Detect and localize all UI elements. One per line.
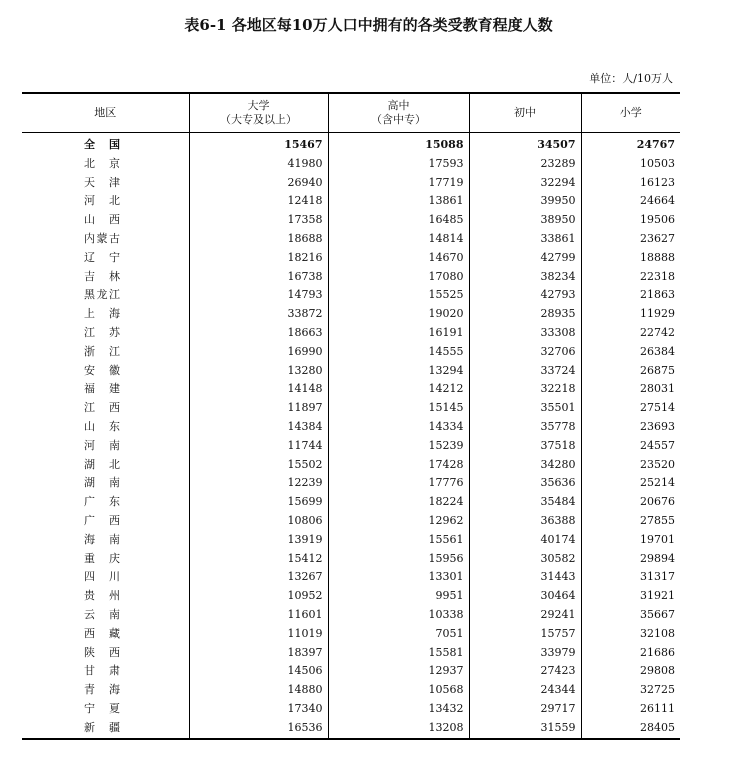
cell-region xyxy=(22,211,189,230)
cell-highschool: 10568 xyxy=(328,681,469,700)
cell-highschool: 17428 xyxy=(328,456,469,475)
cell-college: 15412 xyxy=(189,550,328,569)
cell-region xyxy=(22,512,189,531)
cell-highschool: 15956 xyxy=(328,550,469,569)
header-highschool: 高中 （含中专） xyxy=(328,93,469,133)
cell-primary: 24767 xyxy=(581,133,680,155)
table-row xyxy=(22,662,680,681)
cell-junior: 37518 xyxy=(469,437,581,456)
cell-region xyxy=(22,133,189,155)
table-row xyxy=(22,174,680,193)
table-title: 表6-1 各地区每10万人口中拥有的各类受教育程度人数 xyxy=(184,16,553,34)
cell-junior: 27423 xyxy=(469,662,581,681)
cell-region xyxy=(22,700,189,719)
cell-primary: 23693 xyxy=(581,418,680,437)
cell-college: 16738 xyxy=(189,268,328,287)
table-row xyxy=(22,380,680,399)
cell-region xyxy=(22,174,189,193)
cell-college: 15502 xyxy=(189,456,328,475)
region-name: 贵州 xyxy=(84,589,120,603)
cell-college: 15467 xyxy=(189,133,328,155)
region-name: 新疆 xyxy=(84,720,120,734)
region-name: 陕西 xyxy=(84,645,120,659)
cell-junior: 28935 xyxy=(469,305,581,324)
cell-college: 16536 xyxy=(189,719,328,739)
cell-highschool: 17776 xyxy=(328,474,469,493)
cell-primary: 28031 xyxy=(581,380,680,399)
region-name: 西藏 xyxy=(84,626,120,640)
cell-primary: 35667 xyxy=(581,606,680,625)
table-row xyxy=(22,211,680,230)
region-name: 广西 xyxy=(84,513,120,527)
cell-primary: 29808 xyxy=(581,662,680,681)
table-row xyxy=(22,625,680,644)
cell-primary: 16123 xyxy=(581,174,680,193)
cell-junior: 23289 xyxy=(469,155,581,174)
cell-junior: 42793 xyxy=(469,286,581,305)
cell-junior: 36388 xyxy=(469,512,581,531)
region-name: 江西 xyxy=(84,401,120,415)
cell-junior: 33861 xyxy=(469,230,581,249)
header-primary: 小学 xyxy=(581,93,680,133)
cell-college: 14384 xyxy=(189,418,328,437)
table-row xyxy=(22,644,680,663)
cell-college: 16990 xyxy=(189,343,328,362)
cell-junior: 39950 xyxy=(469,192,581,211)
table-row xyxy=(22,493,680,512)
cell-junior: 35501 xyxy=(469,399,581,418)
cell-junior: 38234 xyxy=(469,268,581,287)
cell-college: 11601 xyxy=(189,606,328,625)
region-name: 山西 xyxy=(84,213,120,227)
table-row xyxy=(22,587,680,606)
cell-junior: 42799 xyxy=(469,249,581,268)
cell-highschool: 14212 xyxy=(328,380,469,399)
cell-primary: 20676 xyxy=(581,493,680,512)
table-row xyxy=(22,249,680,268)
cell-region xyxy=(22,625,189,644)
cell-region xyxy=(22,324,189,343)
region-name: 安徽 xyxy=(84,363,120,377)
cell-highschool: 9951 xyxy=(328,587,469,606)
cell-college: 10952 xyxy=(189,587,328,606)
table-row xyxy=(22,474,680,493)
region-name: 河北 xyxy=(84,194,120,208)
cell-highschool: 15525 xyxy=(328,286,469,305)
cell-college: 11744 xyxy=(189,437,328,456)
table-row xyxy=(22,133,680,155)
region-name: 北京 xyxy=(84,156,120,170)
table-row xyxy=(22,437,680,456)
cell-college: 11019 xyxy=(189,625,328,644)
cell-college: 12239 xyxy=(189,474,328,493)
cell-region xyxy=(22,681,189,700)
cell-region xyxy=(22,305,189,324)
table-row xyxy=(22,362,680,381)
table-row xyxy=(22,681,680,700)
cell-region xyxy=(22,249,189,268)
region-name: 辽宁 xyxy=(84,250,120,264)
cell-highschool: 19020 xyxy=(328,305,469,324)
cell-highschool: 16485 xyxy=(328,211,469,230)
region-name: 青海 xyxy=(84,683,120,697)
cell-college: 14148 xyxy=(189,380,328,399)
header-college: 大学 （大专及以上） xyxy=(189,93,328,133)
table-row xyxy=(22,568,680,587)
table-row xyxy=(22,343,680,362)
region-name: 上海 xyxy=(84,307,120,321)
cell-region xyxy=(22,550,189,569)
cell-primary: 31317 xyxy=(581,568,680,587)
cell-primary: 18888 xyxy=(581,249,680,268)
cell-college: 41980 xyxy=(189,155,328,174)
cell-highschool: 15561 xyxy=(328,531,469,550)
region-name: 四川 xyxy=(84,570,120,584)
cell-primary: 26875 xyxy=(581,362,680,381)
cell-college: 18688 xyxy=(189,230,328,249)
cell-college: 14880 xyxy=(189,681,328,700)
cell-junior: 35778 xyxy=(469,418,581,437)
cell-junior: 33724 xyxy=(469,362,581,381)
cell-region xyxy=(22,662,189,681)
cell-region xyxy=(22,380,189,399)
cell-primary: 19701 xyxy=(581,531,680,550)
cell-region xyxy=(22,437,189,456)
region-name: 甘肃 xyxy=(84,664,120,678)
cell-region xyxy=(22,456,189,475)
cell-region xyxy=(22,230,189,249)
cell-primary: 27514 xyxy=(581,399,680,418)
cell-highschool: 13301 xyxy=(328,568,469,587)
cell-junior: 35636 xyxy=(469,474,581,493)
cell-college: 17358 xyxy=(189,211,328,230)
cell-region xyxy=(22,644,189,663)
region-name: 重庆 xyxy=(84,551,120,565)
cell-primary: 22318 xyxy=(581,268,680,287)
cell-junior: 30464 xyxy=(469,587,581,606)
cell-junior: 33979 xyxy=(469,644,581,663)
table-row xyxy=(22,719,680,739)
cell-junior: 40174 xyxy=(469,531,581,550)
cell-region xyxy=(22,268,189,287)
cell-college: 33872 xyxy=(189,305,328,324)
cell-primary: 25214 xyxy=(581,474,680,493)
region-name: 宁夏 xyxy=(84,701,120,715)
cell-highschool: 15239 xyxy=(328,437,469,456)
cell-college: 14506 xyxy=(189,662,328,681)
cell-highschool: 13294 xyxy=(328,362,469,381)
table-row xyxy=(22,155,680,174)
cell-region xyxy=(22,474,189,493)
region-name: 湖南 xyxy=(84,476,120,490)
cell-highschool: 17593 xyxy=(328,155,469,174)
cell-junior: 29241 xyxy=(469,606,581,625)
cell-region xyxy=(22,493,189,512)
cell-junior: 31443 xyxy=(469,568,581,587)
cell-college: 13919 xyxy=(189,531,328,550)
cell-primary: 26384 xyxy=(581,343,680,362)
table-row xyxy=(22,700,680,719)
cell-region xyxy=(22,343,189,362)
cell-college: 11897 xyxy=(189,399,328,418)
cell-highschool: 12962 xyxy=(328,512,469,531)
cell-region xyxy=(22,155,189,174)
region-name: 山东 xyxy=(84,419,120,433)
cell-region xyxy=(22,606,189,625)
cell-highschool: 17080 xyxy=(328,268,469,287)
cell-highschool: 7051 xyxy=(328,625,469,644)
table-header-row xyxy=(22,93,680,133)
table-row xyxy=(22,324,680,343)
cell-junior: 29717 xyxy=(469,700,581,719)
cell-highschool: 13432 xyxy=(328,700,469,719)
cell-region xyxy=(22,719,189,739)
cell-region xyxy=(22,587,189,606)
cell-highschool: 16191 xyxy=(328,324,469,343)
table-row xyxy=(22,456,680,475)
cell-junior: 32706 xyxy=(469,343,581,362)
cell-junior: 38950 xyxy=(469,211,581,230)
cell-highschool: 13208 xyxy=(328,719,469,739)
region-name: 吉林 xyxy=(84,269,120,283)
region-name: 天津 xyxy=(84,175,120,189)
region-name: 河南 xyxy=(84,438,120,452)
cell-college: 18216 xyxy=(189,249,328,268)
cell-primary: 32108 xyxy=(581,625,680,644)
table-row xyxy=(22,230,680,249)
cell-primary: 11929 xyxy=(581,305,680,324)
cell-region xyxy=(22,399,189,418)
cell-primary: 24557 xyxy=(581,437,680,456)
cell-primary: 23627 xyxy=(581,230,680,249)
cell-junior: 30582 xyxy=(469,550,581,569)
table-row xyxy=(22,399,680,418)
region-name: 黑龙江 xyxy=(84,288,120,302)
cell-region xyxy=(22,418,189,437)
table-row xyxy=(22,286,680,305)
cell-college: 18663 xyxy=(189,324,328,343)
cell-primary: 22742 xyxy=(581,324,680,343)
table-row xyxy=(22,268,680,287)
cell-primary: 10503 xyxy=(581,155,680,174)
cell-highschool: 14814 xyxy=(328,230,469,249)
cell-primary: 23520 xyxy=(581,456,680,475)
table-body xyxy=(22,133,680,739)
cell-college: 26940 xyxy=(189,174,328,193)
header-region: 地区 xyxy=(22,93,189,133)
cell-region xyxy=(22,362,189,381)
cell-primary: 19506 xyxy=(581,211,680,230)
cell-junior: 15757 xyxy=(469,625,581,644)
cell-primary: 28405 xyxy=(581,719,680,739)
cell-highschool: 17719 xyxy=(328,174,469,193)
table-row xyxy=(22,531,680,550)
cell-highschool: 18224 xyxy=(328,493,469,512)
cell-college: 18397 xyxy=(189,644,328,663)
region-name: 全国 xyxy=(84,138,120,151)
cell-junior: 32294 xyxy=(469,174,581,193)
cell-region xyxy=(22,192,189,211)
region-name: 浙江 xyxy=(84,344,120,358)
cell-region xyxy=(22,568,189,587)
cell-primary: 29894 xyxy=(581,550,680,569)
cell-junior: 31559 xyxy=(469,719,581,739)
cell-highschool: 15088 xyxy=(328,133,469,155)
cell-highschool: 15145 xyxy=(328,399,469,418)
cell-junior: 32218 xyxy=(469,380,581,399)
cell-highschool: 13861 xyxy=(328,192,469,211)
table-row xyxy=(22,512,680,531)
table-row xyxy=(22,305,680,324)
cell-highschool: 14555 xyxy=(328,343,469,362)
cell-college: 12418 xyxy=(189,192,328,211)
cell-primary: 32725 xyxy=(581,681,680,700)
table-row xyxy=(22,606,680,625)
region-name: 湖北 xyxy=(84,457,120,471)
cell-college: 13280 xyxy=(189,362,328,381)
cell-highschool: 14670 xyxy=(328,249,469,268)
cell-junior: 34280 xyxy=(469,456,581,475)
region-name: 云南 xyxy=(84,607,120,621)
cell-primary: 24664 xyxy=(581,192,680,211)
cell-junior: 35484 xyxy=(469,493,581,512)
unit-label: 单位：人/10万人 xyxy=(589,72,673,85)
cell-college: 14793 xyxy=(189,286,328,305)
region-name: 福建 xyxy=(84,382,120,396)
header-junior: 初中 xyxy=(469,93,581,133)
cell-highschool: 14334 xyxy=(328,418,469,437)
cell-region xyxy=(22,531,189,550)
table-row xyxy=(22,550,680,569)
cell-primary: 31921 xyxy=(581,587,680,606)
cell-primary: 21863 xyxy=(581,286,680,305)
cell-college: 15699 xyxy=(189,493,328,512)
cell-junior: 33308 xyxy=(469,324,581,343)
region-name: 海南 xyxy=(84,532,120,546)
cell-college: 13267 xyxy=(189,568,328,587)
region-name: 江苏 xyxy=(84,325,120,339)
cell-highschool: 10338 xyxy=(328,606,469,625)
cell-primary: 21686 xyxy=(581,644,680,663)
cell-college: 17340 xyxy=(189,700,328,719)
region-name: 内蒙古 xyxy=(84,231,120,245)
cell-junior: 34507 xyxy=(469,133,581,155)
table-row xyxy=(22,192,680,211)
cell-region xyxy=(22,286,189,305)
cell-primary: 27855 xyxy=(581,512,680,531)
table-row xyxy=(22,418,680,437)
region-name: 广东 xyxy=(84,495,120,509)
cell-primary: 26111 xyxy=(581,700,680,719)
cell-highschool: 15581 xyxy=(328,644,469,663)
cell-junior: 24344 xyxy=(469,681,581,700)
cell-college: 10806 xyxy=(189,512,328,531)
cell-highschool: 12937 xyxy=(328,662,469,681)
education-table xyxy=(22,92,680,740)
